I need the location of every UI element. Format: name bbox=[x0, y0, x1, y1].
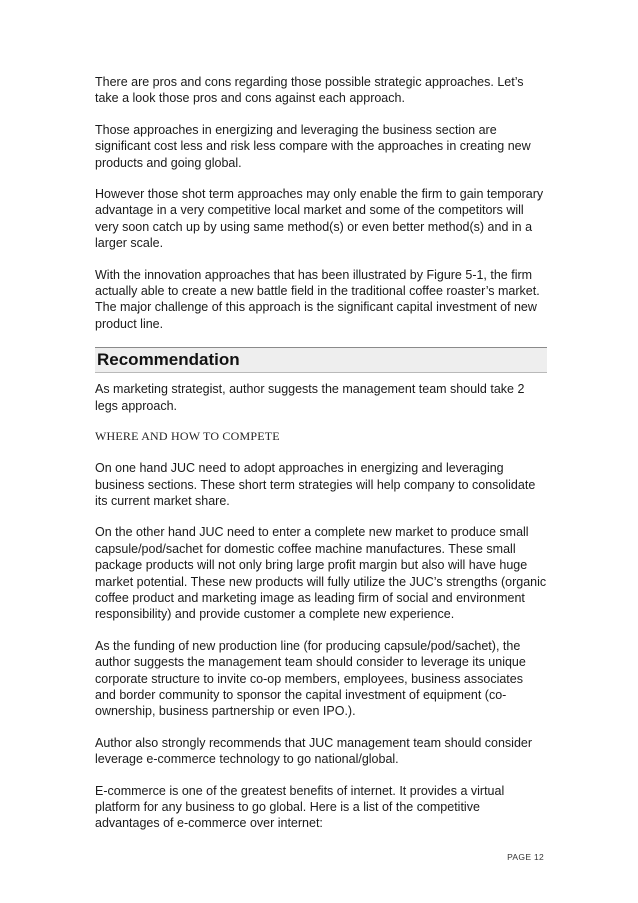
page-body bbox=[95, 74, 547, 847]
recommendation-paragraph-1: On one hand JUC need to adopt approaches in energizing and leveraging business sections. These short term strategies will help company to consolidate its current market share. bbox=[95, 461, 536, 508]
intro-paragraph-3: However those shot term approaches may only enable the firm to gain temporary advantage in a very competitive local market and some of the competitors will very soon catch up by using same method(s) or even better method(s) and in a larger scale. bbox=[95, 187, 544, 251]
recommendation-paragraph-4: Author also strongly recommends that JUC management team should consider leverage e-commerce technology to go national/global. bbox=[95, 735, 533, 767]
where-how-compete-subheading: WHERE AND HOW TO COMPETE bbox=[95, 429, 280, 444]
recommendation-lead: As marketing strategist, author suggests the management team should take 2 legs approach. bbox=[95, 382, 525, 413]
page-number: PAGE 12 bbox=[507, 852, 544, 862]
recommendation-paragraph-2: On the other hand JUC need to enter a complete new market to produce small capsule/pod/sachet for domestic coffee machine manufactures. These small package products will not only bring large profit margin but also will have huge market potential. These new products will fully utilize the JUC’s strengths (organic coffee product and marketing image as leading firm of social and environment responsibility) and provide customer a complete new experience. bbox=[95, 525, 547, 622]
intro-paragraph-2: Those approaches in energizing and leveraging the business section are significant cost less and risk less compare with the approaches in creating new products and going global. bbox=[95, 122, 531, 170]
recommendation-paragraph-5: E-commerce is one of the greatest benefits of internet. It provides a virtual platform for any business to go global. Here is a list of the competitive advantages of e-commerce over internet: bbox=[95, 783, 505, 831]
intro-paragraph-4: With the innovation approaches that has been illustrated by Figure 5-1, the firm actually able to create a new battle field in the traditional coffee roaster’s market. The major challenge of this approach is the significant capital investment of new product line. bbox=[95, 267, 540, 331]
intro-paragraph-1: There are pros and cons regarding those possible strategic approaches. Let’s take a look those pros and cons against each approach. bbox=[95, 75, 524, 106]
recommendation-paragraph-3: As the funding of new production line (for producing capsule/pod/sachet), the author suggests the management team should consider to leverage its unique corporate structure to invite co-op members, employees, business associates and border community to sponsor the capital investment of equipment (co-ownership, business partnership or even IPO.). bbox=[95, 638, 526, 719]
recommendation-heading: Recommendation bbox=[95, 347, 547, 373]
